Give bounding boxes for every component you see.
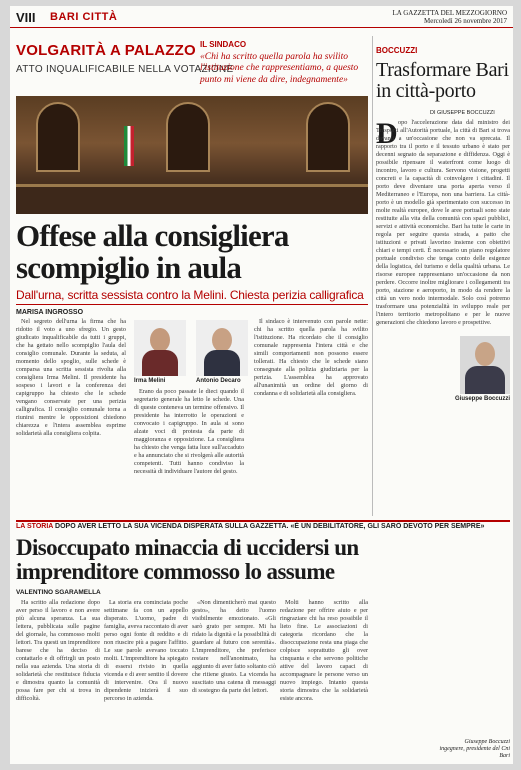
strap-label: LA STORIA (16, 523, 54, 530)
drop-cap: D (376, 117, 398, 150)
council-hall-photo (16, 96, 368, 214)
quote-label: IL SINDACO (200, 40, 247, 49)
newspaper-page (10, 6, 513, 764)
photo-benches (16, 184, 368, 214)
main-headline: Offese alla consigliera scompiglio in aula (16, 218, 289, 285)
photo-arch (36, 102, 80, 172)
lower-article-col-4: Molti hanno scritto alla redazione per offrire aiuto e per ringraziare chi ha reso possibile il lieto fine. Le associazioni di categoria ricordano che la disoccupazione resta una piaga che colpisce soprattutto gli over cinquanta e che servono politiche attive del lavoro capaci di accompagnare le persone verso un nuovo impiego. Intanto questa storia dimostra che la solidarietà esiste ancora. (280, 599, 368, 702)
signature-role: ingegnere, presidente del Cni Bari (439, 746, 510, 760)
decaro-portrait (196, 320, 248, 376)
lower-article-col-3: «Non dimenticherò mai questo gesto», ha detto l'uomo visibilmente emozionato. «Gli sarò grato per sempre. Mi ha ridato la dignità e la possibilità di guardare al futuro con serenità». L'imprenditore, che preferisce restare nell'anonimato, ha aggiunto di aver fatto soltanto ciò che ritiene giusto. La vicenda ha suscitato una catena di messaggi di sostegno da parte dei lettori. (192, 599, 276, 694)
portrait-body (142, 350, 178, 376)
strap-text: DOPO AVER LETTO LA SUA VICENDA DISPERATA SULLA GAZZETTA. «È UN DEBILITATORE, GLI SARÒ DEVOTO PER SEMPRE» (55, 523, 485, 530)
divider (16, 304, 368, 305)
main-article-col-1: Nel segreto dell'urna la firma che ha ridotto il voto a uno sfregio. Un gesto giudicato inqualificabile da tutti i gruppi, che ha gettato nello scompiglio l'aula del consiglio comunale. Durante la seduta, al momento dello spoglio, sulle schede è comparsa una scritta sessista rivolta alla consigliera Irma Melini. Il presidente ha sospeso i lavori e la conferenza dei capigruppo ha chiesto che le schede vengano conservate per una perizia calligrafica. Il consiglio comunale torna a riunirsi mentre le opposizioni chiedono chiarezza e l'intera assemblea esprime solidarietà alla consigliera colpita. (16, 318, 126, 437)
section-name: BARI CITTÀ (50, 11, 118, 23)
photo-arch (166, 102, 210, 172)
portrait-body (204, 350, 240, 376)
portrait-head (475, 342, 495, 366)
page-header (10, 6, 513, 28)
newspaper-name: LA GAZZETTA DEL MEZZOGIORNO (392, 9, 507, 17)
opinion-signature (430, 739, 510, 761)
issue-date: Mercoledì 26 novembre 2017 (423, 17, 507, 26)
photo-arch (306, 102, 350, 172)
boccuzzi-photo (460, 336, 510, 394)
lower-article-col-2: La storia era cominciata poche settimane fa con un appello disperato. L'uomo, padre di famiglia, aveva raccontato di aver perso ogni fonte di reddito e di non riuscire più a pagare l'affitto. Le sue parole avevano toccato molti. L'imprenditore ha spiegato di essersi rivisto in quella vicenda e di aver sentito il dovere di intervenire. Ora il nuovo dipendente inizierà il suo percorso in azienda. (104, 599, 188, 702)
lower-byline: VALENTINO SGARAMELLA (16, 589, 101, 596)
portrait-head (150, 328, 170, 352)
opinion-text: opo l'accelerazione data dal ministro dei Trasporti all'Autorità portuale, la città di Bari si trova davanti a un'occasione che non va sprecata. Il rapporto tra il porto e il tessuto urbano è stato per decenni segnato da separazione e diffidenza. Oggi è possibile ripensare il waterfront come luogo di incontro, lavoro e cultura. Servono visione, progetti concreti e la capacità di coinvolgere i cittadini. Il porto deve diventare una porta aperta verso il Mediterraneo e l'Europa, non una barriera. La città-porto è un modello già sperimentato con successo in molte realtà europee, dove le aree portuali sono state restituite alla vita della comunità con spazi pubblici, servizi e attività economiche. Bari ha tutte le carte in regola per seguire questa strada, a patto che istituzioni e privati lavorino insieme con obiettivi chiari e tempi certi. È necessario un piano regolatore portuale condiviso che tenga conto delle esigenze della logistica, del turismo e della qualità urbana. Le risorse europee rappresentano un'occasione da non perdere. Occorre inoltre migliorare i collegamenti tra porto, stazione e aeroporto, in modo da rendere la città un vero nodo intermodale. Solo così potremo trasformare una potenzialità in sviluppo reale per l'intero territorio metropolitano e per le nuove generazioni che chiedono lavoro e prospettive. (376, 119, 510, 326)
signature-name: Giuseppe Boccuzzi (464, 739, 510, 745)
caption-decaro: Antonio Decaro (196, 378, 241, 384)
pull-quote: «Chi ha scritto quella parola ha svilito l'istituzione che rappresentiamo, a questo punto mi viene da dire, indegnamente» (200, 52, 359, 85)
portrait-head (212, 328, 232, 352)
section-divider (16, 520, 510, 522)
main-article-col-3: Il sindaco è intervenuto con parole nette: chi ha scritto quella parola ha svilito l'istituzione. Ha ricordato che il consiglio comunale rappresenta l'intera città e che simili comportamenti non possono essere tollerati. Ha chiesto che le schede siano consegnate alla polizia giudiziaria per la perizia. L'assemblea ha approvato all'unanimità un ordine del giorno di condanna e di solidarietà alla consigliera. (254, 318, 368, 397)
main-subkicker: ATTO INQUALIFICABILE NELLA VOTAZIONE (16, 64, 234, 75)
portrait-body (465, 366, 505, 394)
main-byline: MARISA INGROSSO (16, 309, 84, 316)
main-deck: Dall'urna, scritta sessista contro la Melini. Chiesta perizia calligrafica (16, 288, 364, 302)
opinion-title: Trasformare Bari in città-porto (376, 59, 509, 102)
caption-boccuzzi: Giuseppe Boccuzzi (454, 396, 510, 402)
melini-portrait (134, 320, 186, 376)
lower-strap (16, 523, 484, 530)
main-article-col-2: Erano da poco passate le dieci quando il segretario generale ha letto le schede. Una di queste conteneva un termine offensivo. Il presidente ha interrotto le operazioni e convocato i capigruppo. In aula si sono alzate voci di protesta da parte di maggioranza e opposizione. La consigliera ha chiesto che venga fatta luce sull'accaduto e ha annunciato che si rivolgerà alle autorità competenti. Tutti hanno condiviso la necessità di individuare l'autore del gesto. (134, 388, 244, 475)
page-number: VIII (16, 10, 36, 25)
column-divider (372, 36, 373, 516)
caption-melini: Irma Melini (134, 378, 166, 384)
masthead (393, 9, 507, 26)
lower-headline: Disoccupato minaccia di uccidersi un imprenditore commosso lo assume (16, 535, 359, 585)
italian-flag-icon (124, 126, 134, 166)
main-kicker: VOLGARITÀ A PALAZZO (16, 42, 196, 59)
opinion-byline: DI GIUSEPPE BOCCUZZI (430, 110, 495, 116)
opinion-label: BOCCUZZI (376, 46, 418, 55)
lower-article-col-1: Ha scritto alla redazione dopo aver perso il lavoro e non avere più alcuna speranza. La sua lettera, pubblicata sulle pagine del giornale, ha commosso molti lettori. Tra questi un imprenditore barese che ha deciso di contattarlo e di offrirgli un posto nella sua azienda. Una storia di solidarietà che restituisce fiducia e dimostra quanto la comunità possa fare per chi si trova in difficoltà. (16, 599, 100, 702)
